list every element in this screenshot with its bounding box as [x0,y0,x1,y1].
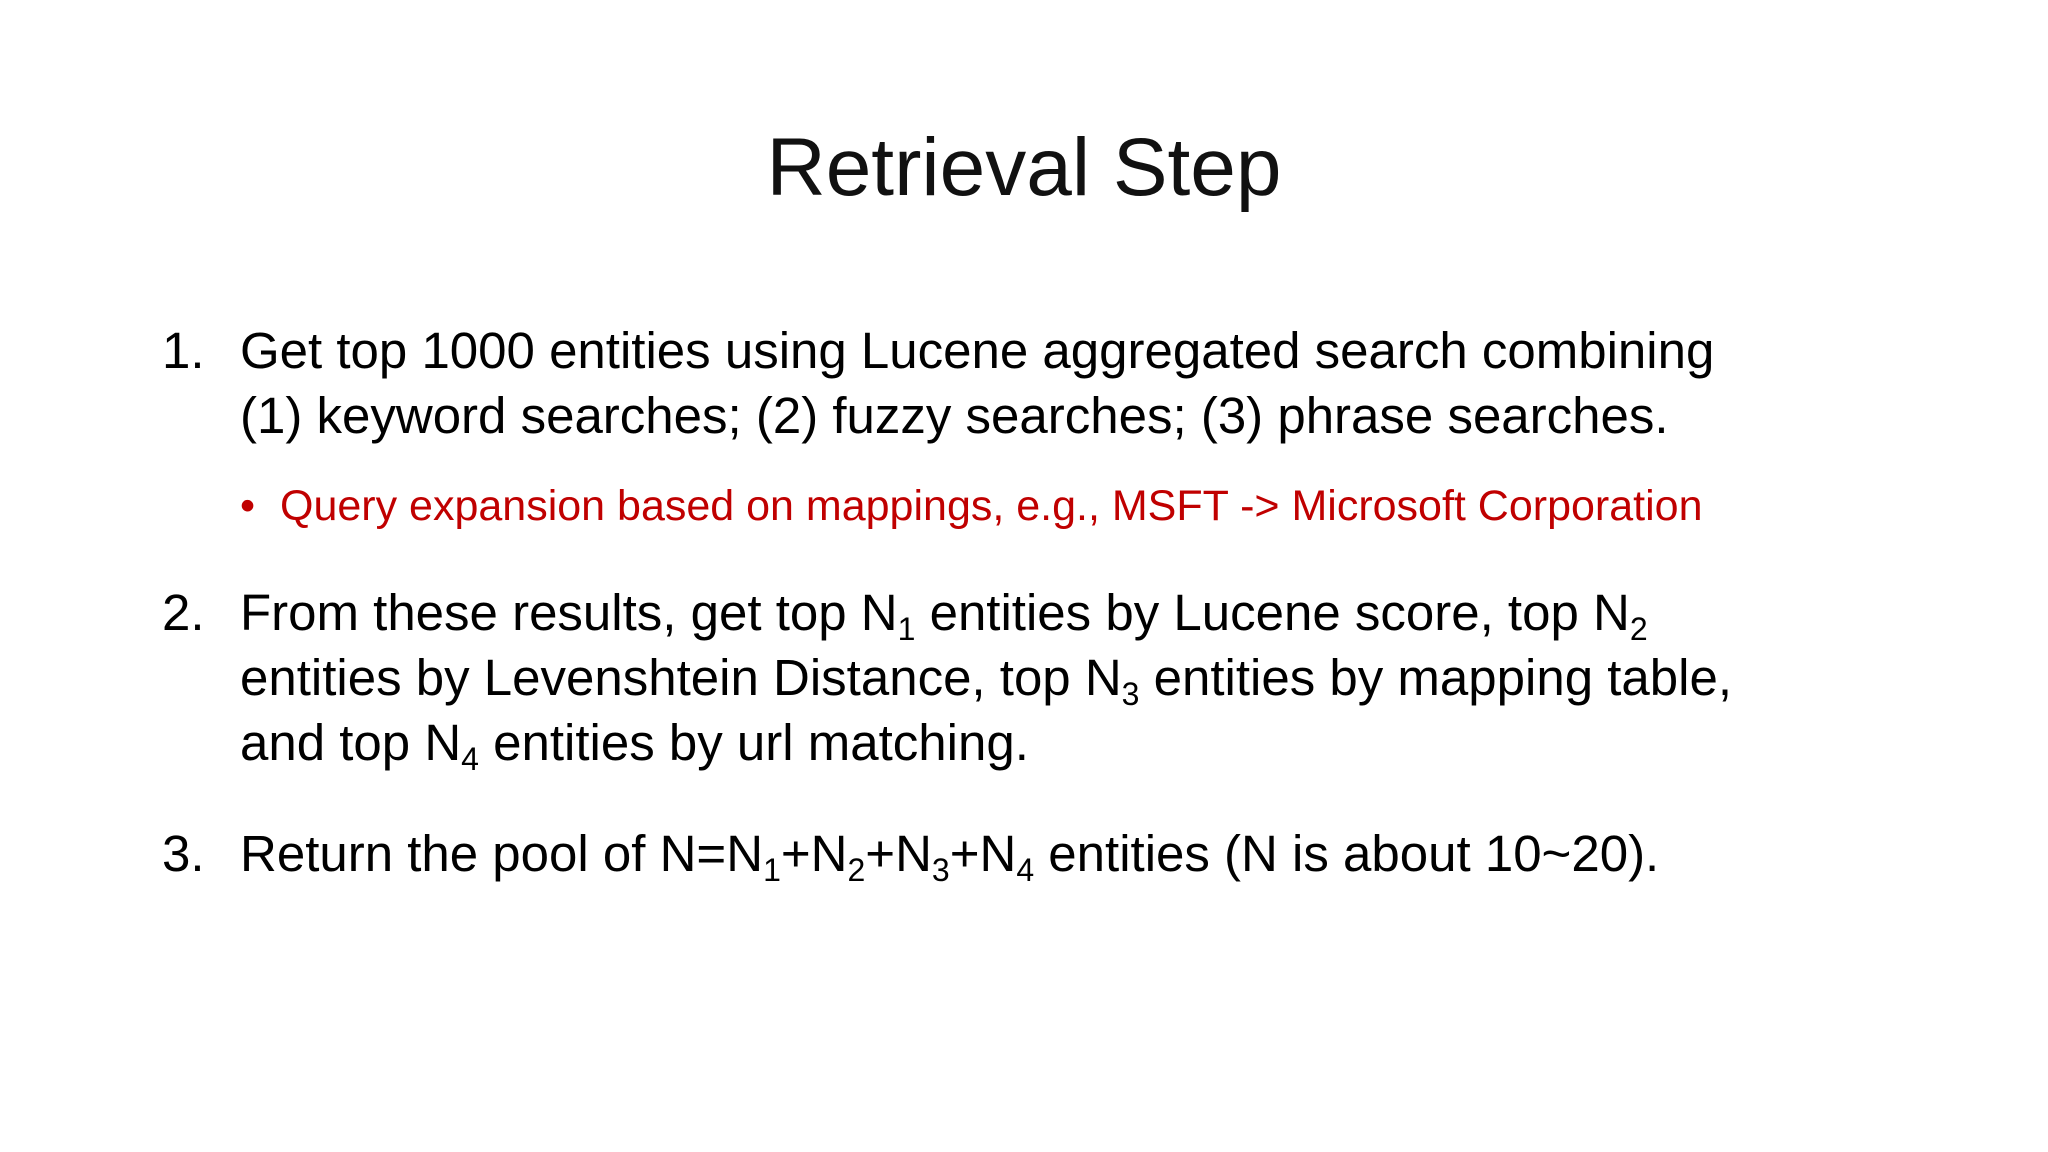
subscript: 4 [461,741,479,777]
numbered-list [162,318,1962,886]
text-segment: +N [780,825,848,882]
text-segment: entities by mapping table, [1139,649,1732,706]
subscript: 4 [1016,852,1035,888]
sub-bullet-query-expansion [240,478,1962,534]
text-segment: entities (N is about 10~20). [1034,825,1660,882]
item-1-line-2: (1) keyword searches; (2) fuzzy searches; (3) phrase searches. [240,387,1669,444]
text-segment: Return the pool of N=N [240,825,764,882]
bullet-text: Query expansion based on mappings, e.g., MSFT -> Microsoft Corporation [280,482,1703,530]
text-segment: +N [949,825,1017,882]
text-segment: and top N [240,714,462,771]
item-1-line-1: Get top 1000 entities using Lucene aggregated search combining [240,322,1715,379]
text-segment: From these results, get top N [240,584,898,641]
item-number: 2. [162,584,205,641]
item-3-line-1 [240,821,1962,886]
subscript: 1 [897,611,916,647]
text-segment: entities by url matching. [478,714,1029,771]
text-segment: entities by Lucene score, top N [915,584,1630,641]
item-2-line-2 [240,645,1962,710]
subscript: 2 [1629,611,1648,647]
subscript: 3 [1121,676,1140,712]
list-item-1 [162,318,1962,448]
item-2-line-1 [240,580,1962,645]
subscript: 3 [931,852,950,888]
subscript: 1 [763,852,781,888]
subscript: 2 [847,852,866,888]
list-item-3 [162,821,1962,886]
bullet-marker: • [240,482,256,530]
text-segment: +N [865,825,932,882]
list-item-2 [162,580,1962,775]
item-number: 1. [162,322,205,379]
item-2-line-3 [240,710,1962,775]
item-number: 3. [162,825,205,882]
slide-title: Retrieval Step [766,122,1282,213]
text-segment: entities by Levenshtein Distance, top N [240,649,1122,706]
